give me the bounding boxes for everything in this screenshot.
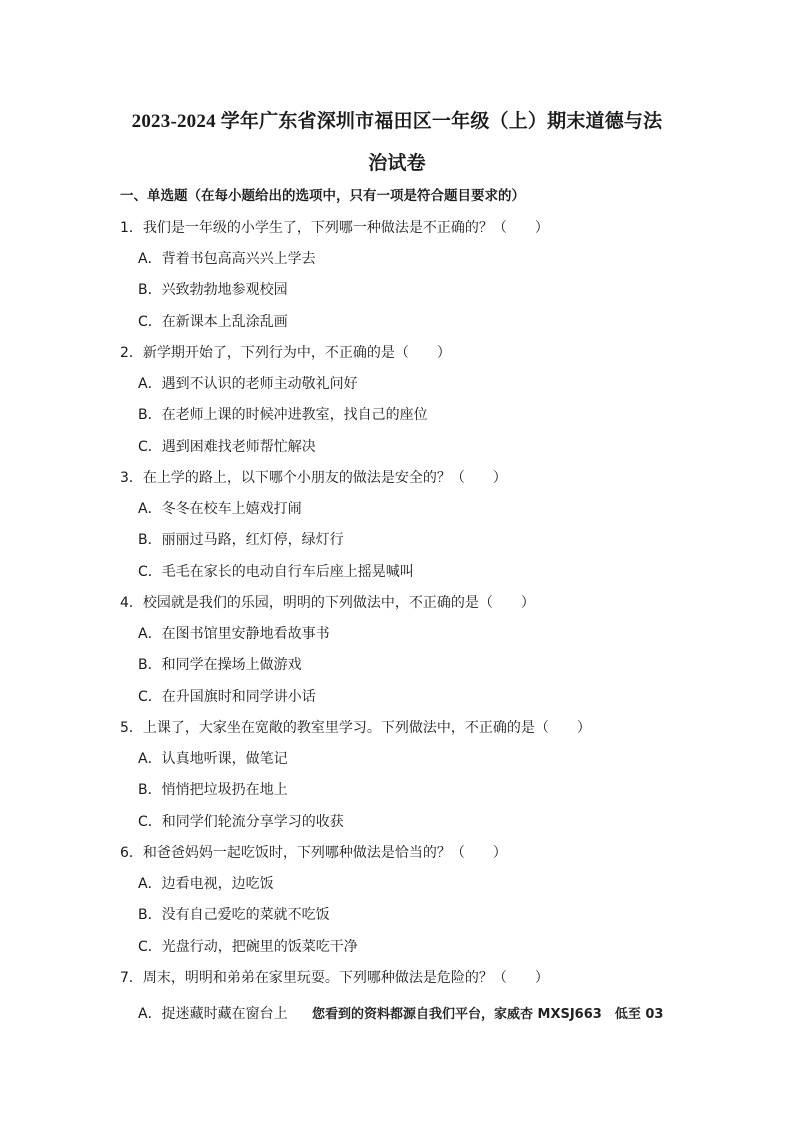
question-5-option-b: B．悄悄把垃圾扔在地上 xyxy=(138,782,288,798)
question-5-option-c: C．和同学们轮流分享学习的收获 xyxy=(138,814,344,830)
question-2-option-a: A．遇到不认识的老师主动敬礼问好 xyxy=(138,376,358,392)
watermark-text: 您看到的资料都源自我们平台，家威杏 MXSJ663 低至 03 xyxy=(312,1007,664,1022)
question-6-option-b: B．没有自己爱吃的菜就不吃饭 xyxy=(138,907,330,923)
question-3-option-c: C．毛毛在家长的电动自行车后座上摇晃喊叫 xyxy=(138,564,414,580)
exam-title-line-1: 2023-2024 学年广东省深圳市福田区一年级（上）期末道德与法 xyxy=(131,111,663,132)
exam-title-line-2: 治试卷 xyxy=(368,153,426,174)
question-1-option-a: A．背着书包高高兴兴上学去 xyxy=(138,251,316,267)
question-2-stem: 2．新学期开始了，下列行为中，不正确的是（ ） xyxy=(120,345,451,361)
question-3-stem: 3．在上学的路上，以下哪个小朋友的做法是安全的？（ ） xyxy=(120,470,507,486)
question-1-option-c: C．在新课本上乱涂乱画 xyxy=(138,314,288,330)
question-4-option-a: A．在图书馆里安静地看故事书 xyxy=(138,626,330,642)
question-2-option-c: C．遇到困难找老师帮忙解决 xyxy=(138,439,316,455)
question-6-stem: 6．和爸爸妈妈一起吃饭时，下列哪种做法是恰当的？（ ） xyxy=(120,845,507,861)
question-3-option-b: B．丽丽过马路，红灯停，绿灯行 xyxy=(138,532,344,548)
question-7-stem: 7．周末，明明和弟弟在家里玩耍。下列哪种做法是危险的？（ ） xyxy=(120,970,549,986)
question-3-option-a: A．冬冬在校车上嬉戏打闹 xyxy=(138,501,302,517)
question-7-option-a: A．捉迷藏时藏在窗台上 xyxy=(138,1006,288,1022)
question-6-option-c: C．光盘行动，把碗里的饭菜吃干净 xyxy=(138,939,358,955)
question-6-option-a: A．边看电视，边吃饭 xyxy=(138,876,274,892)
question-4-option-b: B．和同学在操场上做游戏 xyxy=(138,657,302,673)
question-2-option-b: B．在老师上课的时候冲进教室，找自己的座位 xyxy=(138,407,428,423)
question-1-stem: 1．我们是一年级的小学生了，下列哪一种做法是不正确的？（ ） xyxy=(120,220,549,236)
question-4-stem: 4．校园就是我们的乐园，明明的下列做法中，不正确的是（ ） xyxy=(120,595,535,611)
question-4-option-c: C．在升国旗时和同学讲小话 xyxy=(138,689,316,705)
question-5-option-a: A．认真地听课，做笔记 xyxy=(138,751,288,767)
question-1-option-b: B．兴致勃勃地参观校园 xyxy=(138,282,288,298)
section-heading: 一、单选题（在每小题给出的选项中，只有一项是符合题目要求的） xyxy=(120,188,525,204)
question-5-stem: 5．上课了，大家坐在宽敞的教室里学习。下列做法中，不正确的是（ ） xyxy=(120,720,591,736)
